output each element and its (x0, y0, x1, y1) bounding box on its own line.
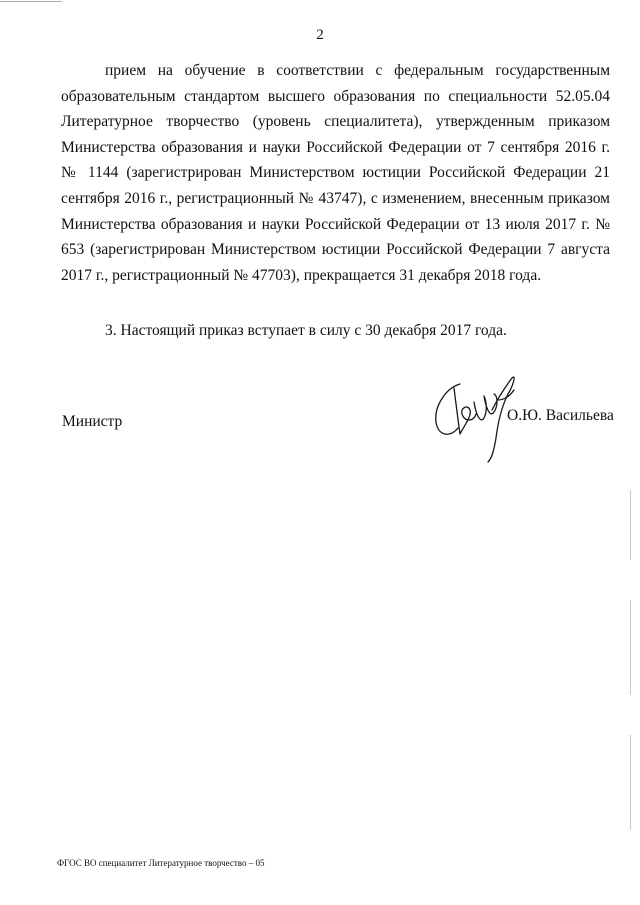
signature-block (0, 370, 640, 470)
footer-text: ФГОС ВО специалитет Литературное творчество – 05 (57, 858, 265, 868)
scan-margin-mark (630, 490, 631, 560)
minister-title: Министр (62, 413, 123, 430)
page-number: 2 (316, 27, 324, 43)
paragraph-2-text: прием на обучение в соответствии с федеральным государственным образовательным стандартом высшего образования по специальности 52.05.04 Литературное творчество (уровень специалитета), утвержденным приказом Министерства образования и науки Российской Федерации от 7 сентября 2016 г. № 1144 (зарегистрирован Министерством юстиции Российской Федерации 21 сентября 2016 г., регистрационный № 43747), с изменением, внесенным приказом Министерства образования и науки Российской Федерации от 13 июля 2017 г. № 653 (зарегистрирован Министерством юстиции Российской Федерации 7 августа 2017 г., регистрационный № 47703), прекращается 31 декабря 2018 года. (61, 62, 610, 284)
clause-3: 3. Настоящий приказ вступает в силу с 30 декабря 2017 года. (105, 322, 507, 339)
paragraph-2 (61, 58, 610, 288)
scan-margin-mark (630, 735, 631, 830)
page-top-edge-line (0, 1, 62, 2)
signer-name: О.Ю. Васильева (507, 407, 614, 424)
scan-margin-mark (630, 600, 631, 695)
